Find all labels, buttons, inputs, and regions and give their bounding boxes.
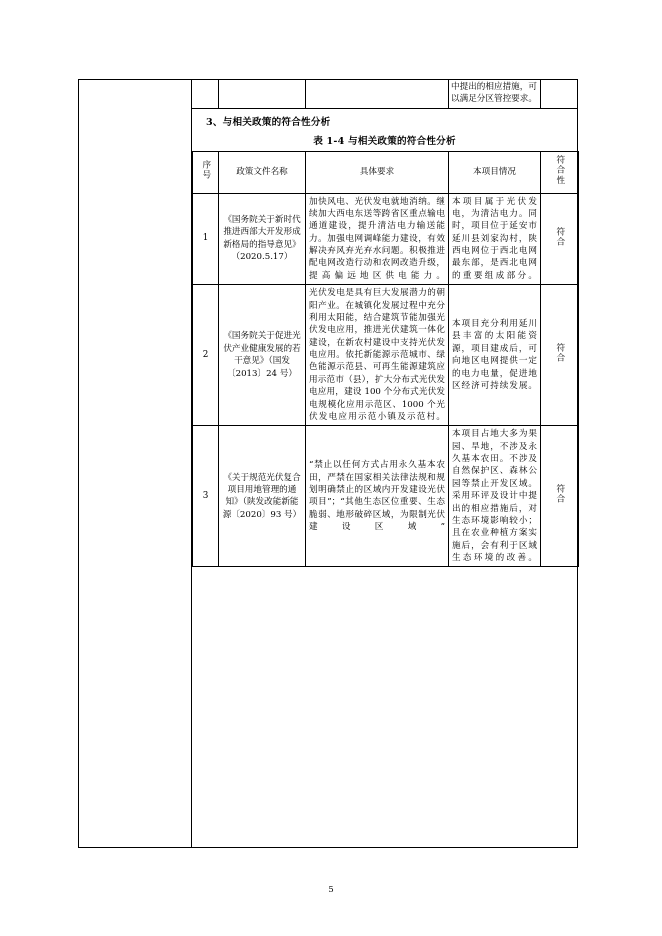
cell-policy-name: 《国务院关于促进光伏产业健康发展的若干意见》（国发〔2013〕24 号）: [219, 285, 306, 426]
cell-conformity: [541, 426, 579, 567]
column-header-policy-name: 政策文件名称: [219, 151, 306, 193]
column-header-conformity: [541, 151, 579, 193]
continued-cell-no: [192, 80, 218, 108]
cell-conformity-label: 符合: [554, 484, 565, 505]
continued-cell-policy-name: [218, 80, 305, 108]
cell-no: 3: [193, 426, 219, 567]
table-row: [193, 193, 579, 285]
cell-conformity-label: 符合: [554, 226, 565, 247]
table-caption: 表 1-4 与相关政策的符合性分析: [313, 135, 456, 147]
table-row: [193, 285, 579, 426]
cell-requirement: “禁止以任何方式占用永久基本农田，严禁在国家相关法律法规和规划明确禁止的区域内开发建设光伏项目”；“其他生态区位重要、生态脆弱、地形破碎区域，为限制光伏建设区域”: [306, 426, 449, 567]
continued-cell-project-situation: 中提出的相应措施，可以满足分区管控要求。: [448, 80, 540, 108]
column-header-project-situation: 本项目情况: [449, 151, 541, 193]
page-number: 5: [328, 884, 334, 894]
table-header-row: [193, 151, 579, 193]
cell-no: 1: [193, 193, 219, 285]
cell-no: 2: [193, 285, 219, 426]
table-row: [193, 426, 579, 567]
cell-conformity-label: 符合: [554, 342, 565, 364]
column-header-no-label: 序号: [200, 159, 211, 180]
cell-project-situation: 本项目占地大多为果园、旱地，不涉及永久基本农田。不涉及自然保护区、森林公园等禁止开发区域。采用环评及设计中提出的相应措施后，对生态环境影响较小；且在农业种植方案实施后，会有利于区域生态环境的改善。: [449, 426, 541, 567]
cell-requirement: 光伏发电是具有巨大发展潜力的朝阳产业。在城镇化发展过程中充分利用太阳能，结合建筑节能加强光伏发电应用，推进光伏建筑一体化建设，在新农村建设中支持光伏发电应用。依托新能源示范城市、绿色能源示范县、可再生能源建筑应用示范市（县），扩大分布式光伏发电应用，建设 100 个分布式光伏发电规模化应用示范区、1000 个光伏发电应用示范小镇及示范村。: [306, 285, 449, 426]
cell-requirement: 加快风电、光伏发电就地消纳。继续加大西电东送等跨省区重点输电通道建设，提升清洁电力输送能力。加强电网调峰能力建设，有效解决弃风弃光弃水问题。积极推进配电网改造行动和农网改造升级，提高偏远地区供电能力。: [306, 193, 449, 285]
section-heading: 3、与相关政策的符合性分析: [206, 116, 331, 128]
column-header-no: [193, 151, 219, 193]
cell-project-situation: 本项目充分利用延川县丰富的太阳能资源，项目建成后，可向地区电网提供一定的电力电量，促进地区经济可持续发展。: [449, 285, 541, 426]
form-right-content-column: [192, 80, 577, 847]
continued-cell-requirement: [305, 80, 448, 108]
column-header-requirement: 具体要求: [306, 151, 449, 193]
cell-policy-name: 《国务院关于新时代推进西部大开发形成新格局的指导意见》（2020.5.17）: [219, 193, 306, 285]
table-row: [192, 80, 578, 108]
page-content-frame: [78, 79, 578, 848]
column-header-conformity-label: 符合性: [554, 154, 565, 185]
cell-conformity: [541, 285, 579, 426]
policy-compliance-table: [192, 151, 579, 568]
cell-conformity: [541, 193, 579, 285]
continued-table-fragment: [192, 80, 578, 109]
cell-policy-name: 《关于规范光伏复合项目用地管理的通知》（陕发改能新能源〔2020〕93 号）: [219, 426, 306, 567]
cell-project-situation: 本项目属于光伏发电，为清洁电力。同时，项目位于延安市延川县刘家沟村，陕西电网位于西北电网最东部，是西北电网的重要组成部分。: [449, 193, 541, 285]
continued-cell-conformity: [540, 80, 578, 108]
form-left-margin-column: [79, 80, 192, 847]
